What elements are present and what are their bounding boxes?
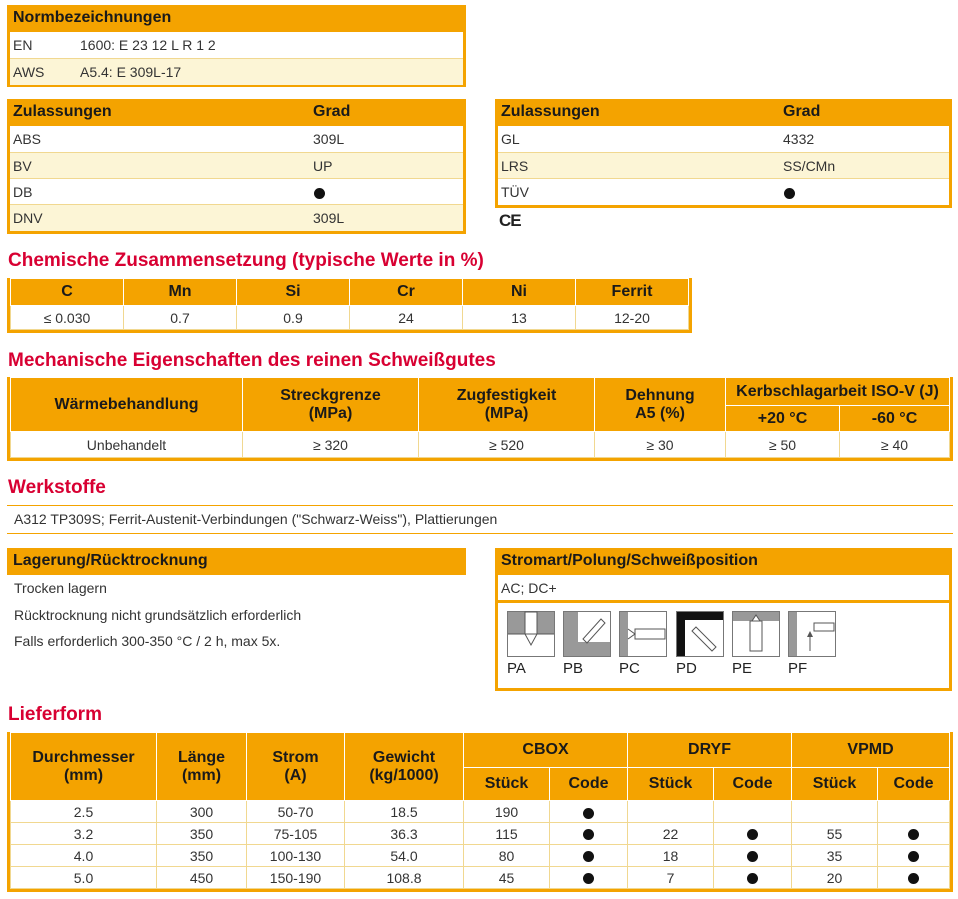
delivery-cell: 5.0 [11, 867, 157, 889]
mech-value: ≥ 520 [419, 432, 595, 458]
delivery-cell: 108.8 [345, 867, 464, 889]
current-title: Stromart/Polung/Schweißposition [501, 552, 758, 569]
delivery-cell: 20 [792, 867, 878, 889]
delivery-cell [628, 801, 714, 823]
delivery-cell: 3.2 [11, 823, 157, 845]
chem-header: Cr [350, 279, 463, 306]
mech-header-elong: Dehnung A5 (%) [595, 378, 726, 432]
delivery-header-diameter: Durchmesser (mm) [11, 733, 157, 801]
norm-value: A5.4: E 309L-17 [80, 64, 182, 80]
mech-table-box [7, 377, 953, 461]
delivery-cell: 190 [464, 801, 550, 823]
code-dot-icon [747, 829, 758, 840]
approval-name: TÜV [501, 184, 529, 200]
code-dot-icon [908, 829, 919, 840]
mech-title: Mechanische Eigenschaften des reinen Schweißgutes [8, 350, 496, 371]
approval-grade: 4332 [783, 131, 815, 147]
delivery-header-code: Code [878, 767, 950, 801]
mech-header-t1: +20 °C [726, 406, 840, 432]
approvals-right-header [495, 99, 952, 126]
mech-value: ≥ 50 [726, 432, 840, 458]
chem-header: Ni [463, 279, 576, 306]
delivery-cell: 4.0 [11, 845, 157, 867]
mech-table [10, 377, 950, 458]
position-label: PB [563, 660, 584, 677]
delivery-header-length: Länge (mm) [157, 733, 247, 801]
approval-name: GL [501, 131, 520, 147]
chem-header: Si [237, 279, 350, 306]
approval-dot [314, 179, 325, 205]
position-pd-icon [676, 611, 724, 657]
position-label: PD [676, 660, 697, 677]
code-dot-icon [583, 829, 594, 840]
position-label: PF [788, 660, 808, 677]
chem-value: 0.9 [237, 306, 350, 330]
approvals-right-box [495, 99, 952, 208]
mech-header-heat: Wärmebehandlung [11, 378, 243, 432]
delivery-cell: 7 [628, 867, 714, 889]
mech-header-t2: -60 °C [840, 406, 950, 432]
delivery-cell: 75-105 [247, 823, 345, 845]
delivery-code-cell [714, 801, 792, 823]
mech-value: ≥ 40 [840, 432, 950, 458]
delivery-cell: 100-130 [247, 845, 345, 867]
storage-line: Falls erforderlich 300-350 °C / 2 h, max 5x. [14, 633, 281, 649]
approval-name: ABS [13, 131, 42, 147]
mech-value: ≥ 30 [595, 432, 726, 458]
chem-table-box [7, 278, 692, 333]
approval-name: BV [13, 158, 32, 174]
delivery-header-cbox: CBOX [464, 733, 628, 768]
approval-name: DNV [13, 210, 43, 226]
mech-header-impact: Kerbschlagarbeit ISO-V (J) [726, 378, 950, 406]
approvals-col-name: Zulassungen [501, 103, 600, 120]
delivery-code-cell [878, 845, 950, 867]
approval-row [10, 126, 463, 152]
position-pa-icon [507, 611, 555, 657]
delivery-cell: 22 [628, 823, 714, 845]
storage-header [7, 548, 466, 575]
chem-header: Ferrit [576, 279, 689, 306]
position-pb-icon [563, 611, 611, 657]
approvals-col-name: Zulassungen [13, 103, 112, 120]
delivery-table [10, 732, 950, 889]
position-pe-icon [732, 611, 780, 657]
chem-value: 12-20 [576, 306, 689, 330]
delivery-header-vpmd: VPMD [792, 733, 950, 768]
current-value: AC; DC+ [501, 580, 557, 596]
storage-line: Rücktrocknung nicht grundsätzlich erforderlich [14, 606, 302, 623]
delivery-cell: 350 [157, 823, 247, 845]
mech-header-tensile: Zugfestigkeit (MPa) [419, 378, 595, 432]
position-pf-icon [788, 611, 836, 657]
delivery-row [11, 801, 950, 823]
delivery-code-cell [550, 823, 628, 845]
code-dot-icon [908, 873, 919, 884]
delivery-code-cell [550, 845, 628, 867]
delivery-cell: 50-70 [247, 801, 345, 823]
delivery-cell: 18.5 [345, 801, 464, 823]
position-pc-icon [619, 611, 667, 657]
current-header [495, 548, 952, 575]
norm-row-aws [10, 58, 463, 85]
current-divider [495, 600, 952, 603]
delivery-header-current: Strom (A) [247, 733, 345, 801]
chem-value: 0.7 [124, 306, 237, 330]
delivery-cell: 80 [464, 845, 550, 867]
code-dot-icon [747, 873, 758, 884]
materials-rule-bottom [7, 533, 953, 534]
approvals-col-grade: Grad [783, 103, 821, 120]
position-label: PA [507, 660, 526, 677]
delivery-code-cell [714, 845, 792, 867]
mech-value: Unbehandelt [11, 432, 243, 458]
norm-value: 1600: E 23 12 L R 1 2 [80, 37, 216, 53]
delivery-cell: 450 [157, 867, 247, 889]
materials-text: A312 TP309S; Ferrit-Austenit-Verbindungen ("Schwarz-Weiss"), Plattierungen [14, 511, 498, 527]
current-box [495, 548, 952, 691]
chem-table [10, 278, 689, 330]
approval-grade: 309L [313, 210, 345, 226]
delivery-rows [11, 801, 950, 889]
delivery-table-box [7, 732, 953, 892]
approvals-left-box [7, 99, 466, 234]
chem-value: 24 [350, 306, 463, 330]
code-dot-icon [908, 851, 919, 862]
norm-key: EN [13, 37, 33, 53]
chem-title: Chemische Zusammensetzung (typische Werte in %) [8, 250, 484, 271]
delivery-header-pieces: Stück [792, 767, 878, 801]
approvals-left-header [7, 99, 466, 126]
storage-lines [14, 575, 301, 655]
mech-header-yield: Streckgrenze (MPa) [243, 378, 419, 432]
delivery-cell: 35 [792, 845, 878, 867]
delivery-cell: 18 [628, 845, 714, 867]
approval-dot [784, 179, 795, 205]
approval-name: DB [13, 184, 33, 200]
delivery-header-dryf: DRYF [628, 733, 792, 768]
delivery-row [11, 845, 950, 867]
delivery-title: Lieferform [8, 704, 102, 725]
materials-title: Werkstoffe [8, 477, 106, 498]
approval-name: LRS [501, 158, 529, 174]
norm-box [7, 5, 466, 87]
approval-grade: UP [313, 158, 333, 174]
delivery-code-cell [714, 867, 792, 889]
delivery-header-code: Code [550, 767, 628, 801]
delivery-code-cell [878, 801, 950, 823]
delivery-code-cell [878, 823, 950, 845]
chem-header: C [11, 279, 124, 306]
delivery-cell: 36.3 [345, 823, 464, 845]
delivery-cell: 45 [464, 867, 550, 889]
approval-row [498, 178, 949, 205]
delivery-cell: 115 [464, 823, 550, 845]
position-label: PE [732, 660, 753, 677]
delivery-code-cell [550, 867, 628, 889]
chem-header: Mn [124, 279, 237, 306]
delivery-code-cell [550, 801, 628, 823]
code-dot-icon [583, 808, 594, 819]
norm-key: AWS [13, 64, 45, 80]
delivery-code-cell [878, 867, 950, 889]
mech-value: ≥ 320 [243, 432, 419, 458]
approvals-col-grade: Grad [313, 103, 351, 120]
delivery-header-weight: Gewicht (kg/1000) [345, 733, 464, 801]
norm-header [7, 5, 466, 32]
code-dot-icon [747, 851, 758, 862]
approval-row [498, 126, 949, 152]
delivery-cell: 54.0 [345, 845, 464, 867]
ce-mark-icon: CE [499, 211, 521, 230]
delivery-cell: 350 [157, 845, 247, 867]
delivery-cell: 2.5 [11, 801, 157, 823]
position-label: PC [619, 660, 640, 677]
approval-row [10, 204, 463, 231]
delivery-code-cell [714, 823, 792, 845]
delivery-row [11, 823, 950, 845]
storage-line: Trocken lagern [14, 580, 107, 596]
norm-title: Normbezeichnungen [13, 9, 172, 26]
delivery-cell: 300 [157, 801, 247, 823]
code-dot-icon [583, 873, 594, 884]
chem-value: 13 [463, 306, 576, 330]
delivery-header-pieces: Stück [628, 767, 714, 801]
approval-row [10, 152, 463, 179]
approval-grade: SS/CMn [783, 158, 836, 174]
delivery-cell: 150-190 [247, 867, 345, 889]
code-dot-icon [583, 851, 594, 862]
approval-row [10, 178, 463, 205]
approval-row [498, 152, 949, 179]
approval-grade: 309L [313, 131, 345, 147]
delivery-header-pieces: Stück [464, 767, 550, 801]
chem-value: ≤ 0.030 [11, 306, 124, 330]
norm-row-en [10, 32, 463, 58]
delivery-row [11, 867, 950, 889]
delivery-cell: 55 [792, 823, 878, 845]
materials-rule [7, 505, 953, 506]
delivery-header-code: Code [714, 767, 792, 801]
delivery-cell [792, 801, 878, 823]
storage-title: Lagerung/Rücktrocknung [13, 552, 208, 569]
